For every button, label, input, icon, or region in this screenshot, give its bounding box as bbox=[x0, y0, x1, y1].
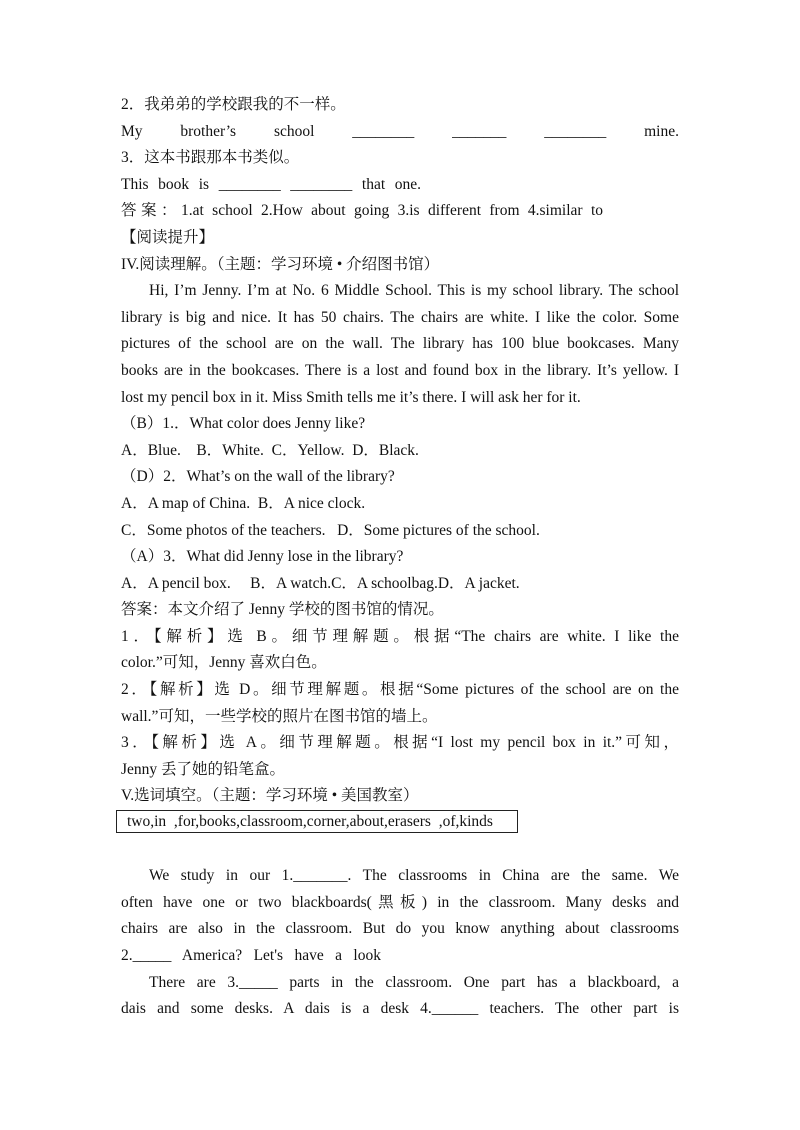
answer-key-translation: 答案：1.at school 2.How about going 3.is different from 4.similar to bbox=[121, 202, 603, 220]
cloze-passage-line: There are 3._____ parts in the classroom. One part has a blackboard, a bbox=[149, 973, 679, 991]
question-2-options-ab: A．A map of China. B．A nice clock. bbox=[121, 494, 366, 512]
explanation-1-cont: color.”可知，Jenny 喜欢白色。 bbox=[121, 654, 327, 672]
section-reading-heading: 【阅读提升】 bbox=[121, 228, 215, 246]
spacer bbox=[121, 837, 679, 864]
reading-passage-line: Hi, I’m Jenny. I’m at No. 6 Middle School. This is my school library. The school bbox=[149, 282, 679, 300]
explanation-3-cont: Jenny 丢了她的铅笔盒。 bbox=[121, 760, 286, 778]
cloze-passage-line: chairs are also in the classroom. But do you know anything about classrooms bbox=[121, 920, 679, 938]
reading-passage-line: pictures of the school are on the wall. The library has 100 blue bookcases. Many bbox=[121, 335, 679, 353]
word-bank-box: two,in ,for,books,classroom,corner,about,erasers ,of,kinds bbox=[116, 810, 518, 833]
cloze-passage-line: We study in our 1._______. The classrooms in China are the same. We bbox=[149, 867, 679, 885]
section-iv-heading: IV.阅读理解。（主题：学习环境 • 介绍图书馆） bbox=[121, 255, 440, 273]
explanation-3: 3．【解析】选 A。细节理解题。根据“I lost my pencil box in it.”可知， bbox=[121, 734, 679, 752]
q3-english: This book is ________ ________ that one. bbox=[121, 175, 421, 193]
explanation-1: 1．【解析】选 B。细节理解题。根据“The chairs are white. I like the bbox=[121, 627, 679, 645]
question-3: （A）3．What did Jenny lose in the library? bbox=[121, 548, 404, 566]
cloze-passage-line: dais and some desks. A dais is a desk 4.______ teachers. The other part is bbox=[121, 1000, 679, 1018]
cloze-passage-line: 2._____ America? Let's have a look bbox=[121, 947, 381, 964]
document-page bbox=[121, 92, 679, 1023]
question-2: （D）2．What’s on the wall of the library? bbox=[121, 468, 395, 486]
question-2-options-cd: C．Some photos of the teachers. D．Some pictures of the school. bbox=[121, 521, 540, 539]
section-v-heading: V.选词填空。（主题：学习环境 • 美国教室） bbox=[121, 787, 419, 805]
explanation-2-cont: wall.”可知，一些学校的照片在图书馆的墙上。 bbox=[121, 707, 438, 725]
reading-passage-line: library is big and nice. It has 50 chairs. The chairs are white. I like the color. Some bbox=[121, 308, 679, 326]
explanation-2: 2．【解析】选 D。细节理解题。根据“Some pictures of the school are on the bbox=[121, 681, 679, 699]
question-3-options: A．A pencil box. B．A watch.C．A schoolbag.D．A jacket. bbox=[121, 574, 520, 592]
answer-summary: 答案：本文介绍了 Jenny 学校的图书馆的情况。 bbox=[121, 601, 444, 619]
q2-chinese: 2．我弟弟的学校跟我的不一样。 bbox=[121, 96, 346, 113]
q2-english: My brother’s school ________ _______ ________ mine. bbox=[121, 122, 679, 140]
word-bank-row bbox=[121, 810, 679, 837]
reading-passage-line: lost my pencil box in it. Miss Smith tells me it’s there. I will ask her for it. bbox=[121, 388, 581, 406]
cloze-passage-line: often have one or two blackboards(黑板) in the classroom. Many desks and bbox=[121, 893, 679, 911]
question-1: （B）1.．What color does Jenny like? bbox=[121, 415, 366, 433]
q3-chinese: 3．这本书跟那本书类似。 bbox=[121, 149, 300, 167]
reading-passage-line: books are in the bookcases. There is a lost and found box in the library. It’s yellow. I bbox=[121, 361, 679, 379]
question-1-options: A．Blue. B．White. C．Yellow. D．Black. bbox=[121, 441, 419, 459]
